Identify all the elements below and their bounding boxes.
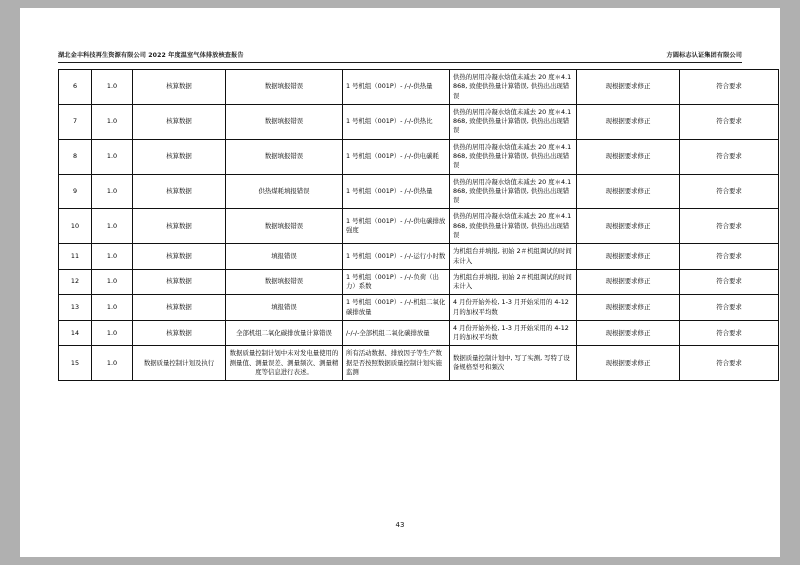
cell-no: 12 (59, 269, 92, 295)
cell-result: 符合要求 (680, 320, 779, 346)
table-body (59, 70, 779, 381)
cell-result: 符合要求 (680, 70, 779, 105)
cell-category: 核算数据 (133, 295, 226, 321)
cell-description: 供热的居用冷凝水焓值未减去 20 度＊4.1868, 致使供热量计算错误, 供热出出现错误 (450, 104, 577, 139)
cell-description: 供热的居用冷凝水焓值未减去 20 度＊4.1868, 致使供热量计算错误, 供热出出现错误 (450, 139, 577, 174)
table-row (59, 139, 779, 174)
cell-result: 符合要求 (680, 244, 779, 270)
cell-action: 现根据要求修正 (577, 70, 680, 105)
cell-location: 所有活动数据、排放因子等生产数据是否按照数据质量控制计划实施监测 (343, 346, 450, 381)
cell-no: 14 (59, 320, 92, 346)
cell-no: 7 (59, 104, 92, 139)
page-number: 43 (395, 521, 405, 529)
cell-category: 核算数据 (133, 139, 226, 174)
table-row (59, 295, 779, 321)
cell-score: 1.0 (92, 104, 133, 139)
cell-action: 现根据要求修正 (577, 104, 680, 139)
cell-description: 供热的居用冷凝水焓值未减去 20 度＊4.1868, 致使供热量计算错误, 供热出出现错误 (450, 174, 577, 209)
cell-issue: 数据填报错误 (226, 70, 343, 105)
cell-score: 1.0 (92, 139, 133, 174)
cell-issue: 供热煤耗填报错误 (226, 174, 343, 209)
cell-category: 核算数据 (133, 104, 226, 139)
table-row (59, 244, 779, 270)
table-row (59, 269, 779, 295)
cell-category: 核算数据 (133, 70, 226, 105)
header-left-title: 湖北金丰科技再生资源有限公司 2022 年度温室气体排放核查报告 (58, 52, 244, 59)
cell-result: 符合要求 (680, 174, 779, 209)
cell-description: 供热的居用冷凝水焓值未减去 20 度＊4.1868, 致使供热量计算错误, 供热出出现错误 (450, 209, 577, 244)
cell-action: 现根据要求修正 (577, 174, 680, 209)
cell-no: 10 (59, 209, 92, 244)
cell-action: 现根据要求修正 (577, 295, 680, 321)
cell-result: 符合要求 (680, 139, 779, 174)
cell-description: 4 月份开始外检, 1-3 月开始采用的 4-12 月的加权平均数 (450, 295, 577, 321)
cell-score: 1.0 (92, 174, 133, 209)
cell-issue: 填报错误 (226, 244, 343, 270)
cell-location: 1 号机组（001P）- /-/-供热量 (343, 174, 450, 209)
cell-action: 现根据要求修正 (577, 139, 680, 174)
cell-score: 1.0 (92, 346, 133, 381)
cell-category: 数据质量控制计划及执行 (133, 346, 226, 381)
cell-category: 核算数据 (133, 320, 226, 346)
cell-description: 4 月份开始外检, 1-3 月开始采用的 4-12 月的加权平均数 (450, 320, 577, 346)
cell-result: 符合要求 (680, 346, 779, 381)
cell-issue: 填报错误 (226, 295, 343, 321)
page-header (20, 8, 780, 62)
header-right-title: 方圆标志认证集团有限公司 (666, 52, 742, 59)
cell-result: 符合要求 (680, 209, 779, 244)
cell-action: 现根据要求修正 (577, 320, 680, 346)
cell-action: 现根据要求修正 (577, 346, 680, 381)
cell-location: 1 号机组（001P）- /-/-负荷（出力）系数 (343, 269, 450, 295)
cell-issue: 数据填报错误 (226, 209, 343, 244)
cell-location: 1 号机组（001P）- /-/-供热比 (343, 104, 450, 139)
cell-result: 符合要求 (680, 269, 779, 295)
cell-score: 1.0 (92, 244, 133, 270)
audit-findings-table (58, 69, 779, 381)
cell-score: 1.0 (92, 295, 133, 321)
cell-location: 1 号机组（001P）- /-/-机组二氧化碳排放量 (343, 295, 450, 321)
cell-score: 1.0 (92, 209, 133, 244)
cell-location: /-/-/-全部机组二氧化碳排放量 (343, 320, 450, 346)
cell-description: 为机组台并填报, 初始 2＃机组调试的时间未计入 (450, 269, 577, 295)
cell-location: 1 号机组（001P）- /-/-运行小时数 (343, 244, 450, 270)
cell-no: 8 (59, 139, 92, 174)
cell-score: 1.0 (92, 269, 133, 295)
cell-no: 13 (59, 295, 92, 321)
table-row (59, 70, 779, 105)
cell-description: 为机组台并填报, 初始 2＃机组调试的时间未计入 (450, 244, 577, 270)
cell-issue: 数据质量控制计划中未对发电量使用的测量值、测量误差、测量频次、测量精度等信息进行表述。 (226, 346, 343, 381)
cell-issue: 数据填报错误 (226, 139, 343, 174)
cell-result: 符合要求 (680, 104, 779, 139)
cell-category: 核算数据 (133, 269, 226, 295)
document-page (20, 8, 780, 557)
cell-score: 1.0 (92, 320, 133, 346)
cell-location: 1 号机组（001P）- /-/-供电碳排放强度 (343, 209, 450, 244)
cell-no: 15 (59, 346, 92, 381)
table-row (59, 174, 779, 209)
table-row (59, 209, 779, 244)
cell-issue: 数据填报错误 (226, 104, 343, 139)
audit-table-wrap (20, 63, 780, 381)
cell-category: 核算数据 (133, 244, 226, 270)
table-row (59, 320, 779, 346)
cell-issue: 全部机组二氧化碳排放量计算错误 (226, 320, 343, 346)
cell-no: 6 (59, 70, 92, 105)
cell-location: 1 号机组（001P）- /-/-供电碳耗 (343, 139, 450, 174)
table-row (59, 346, 779, 381)
cell-category: 核算数据 (133, 174, 226, 209)
cell-description: 供热的居用冷凝水焓值未减去 20 度＊4.1868, 致使供热量计算错误, 供热出出现错误 (450, 70, 577, 105)
cell-description: 数据质量控制计划中, 写了实测, 写特了设备规格型号和频次 (450, 346, 577, 381)
cell-no: 11 (59, 244, 92, 270)
cell-score: 1.0 (92, 70, 133, 105)
cell-category: 核算数据 (133, 209, 226, 244)
cell-location: 1 号机组（001P）- /-/-供热量 (343, 70, 450, 105)
cell-no: 9 (59, 174, 92, 209)
cell-action: 现根据要求修正 (577, 209, 680, 244)
table-row (59, 104, 779, 139)
cell-action: 现根据要求修正 (577, 244, 680, 270)
cell-action: 现根据要求修正 (577, 269, 680, 295)
cell-result: 符合要求 (680, 295, 779, 321)
cell-issue: 数据填报错误 (226, 269, 343, 295)
